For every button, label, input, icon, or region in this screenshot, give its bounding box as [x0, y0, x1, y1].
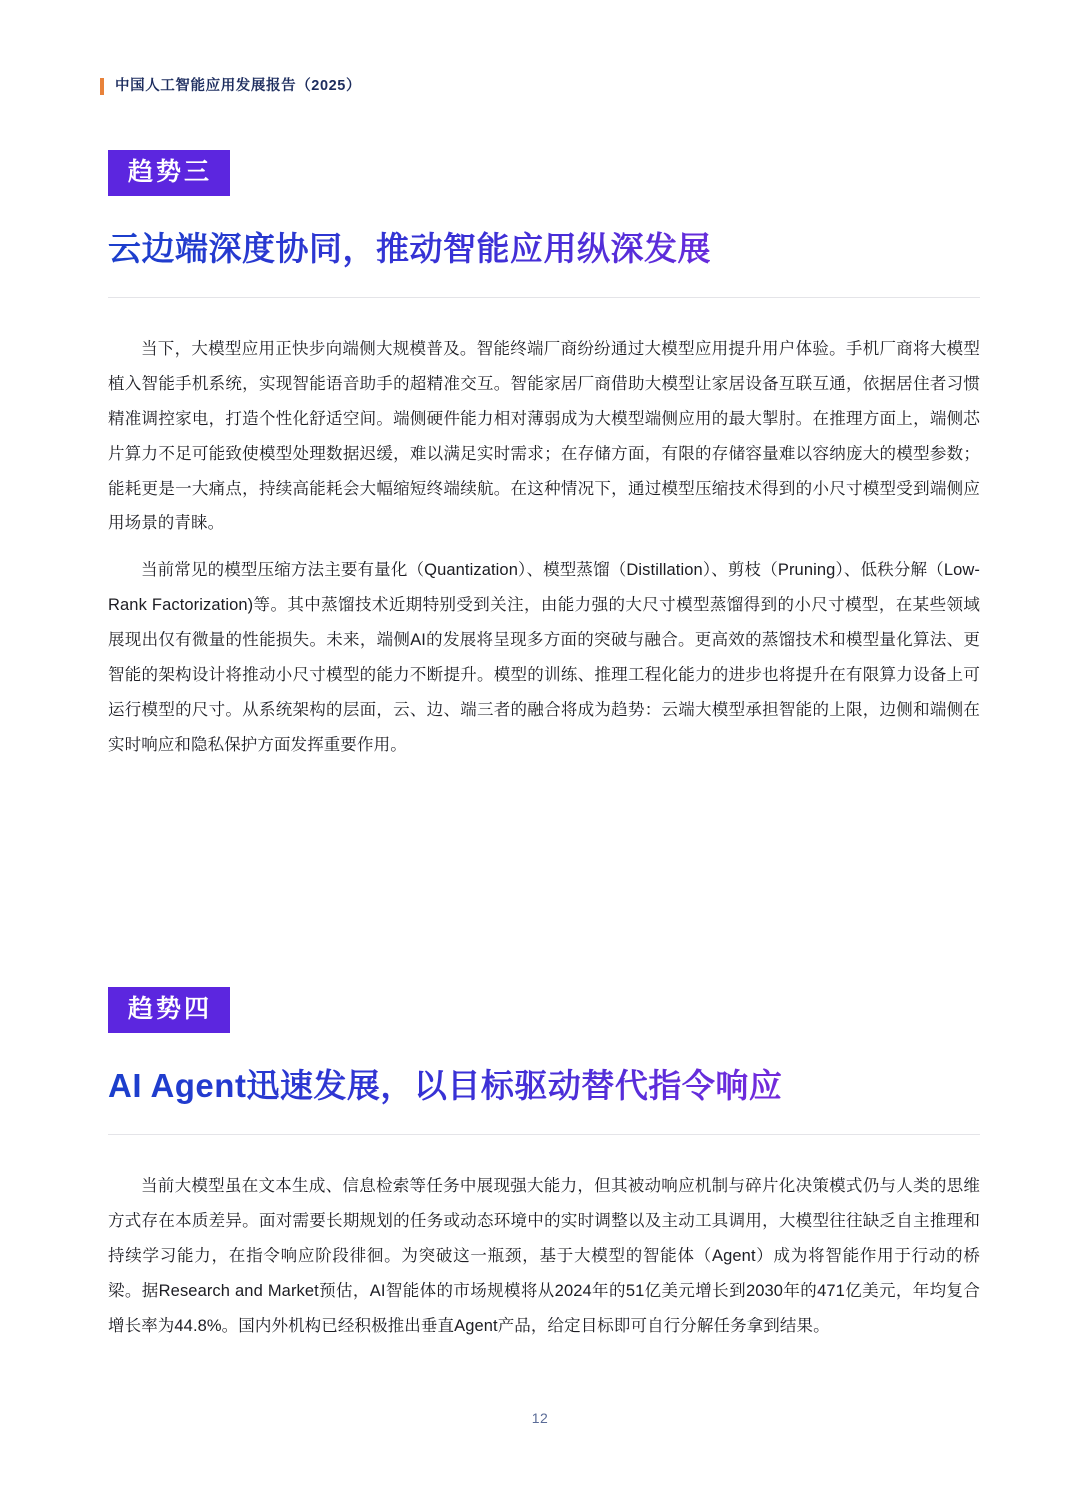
section-spacer	[108, 775, 980, 987]
page-number: 12	[531, 1410, 549, 1426]
section-title-trend-three: 云边端深度协同，推动智能应用纵深发展	[108, 228, 980, 269]
header-accent-bar-icon	[100, 78, 104, 95]
section-divider-trend-three	[108, 297, 980, 298]
section-trend-three	[108, 150, 980, 763]
running-header	[100, 78, 361, 95]
running-header-title: 中国人工智能应用发展报告（2025）	[115, 78, 362, 95]
section-badge-trend-three: 趋势三	[108, 150, 230, 196]
document-content	[108, 150, 980, 1356]
paragraph: 当下，大模型应用正快步向端侧大规模普及。智能终端厂商纷纷通过大模型应用提升用户体验。手机厂商将大模型植入智能手机系统，实现智能语音助手的超精准交互。智能家居厂商借助大模型让家居设备互联互通，依据居住者习惯精准调控家电，打造个性化舒适空间。端侧硬件能力相对薄弱成为大模型端侧应用的最大掣肘。在推理方面上，端侧芯片算力不足可能致使模型处理数据迟缓，难以满足实时需求；在存储方面，有限的存储容量难以容纳庞大的模型参数；能耗更是一大痛点，持续高能耗会大幅缩短终端续航。在这种情况下，通过模型压缩技术得到的小尺寸模型受到端侧应用场景的青睐。	[108, 339, 980, 533]
section-badge-trend-four: 趋势四	[108, 987, 230, 1033]
section-body-trend-four	[108, 1169, 980, 1344]
paragraph: 当前常见的模型压缩方法主要有量化（Quantization）、模型蒸馏（Distillation）、剪枝（Pruning）、低秩分解（Low-Rank Factorization)等。其中蒸馏技术近期特别受到关注，由能力强的大尺寸模型蒸馏得到的小尺寸模型，在某些领域展现出仅有微量的性能损失。未来，端侧AI的发展将呈现多方面的突破与融合。更高效的蒸馏技术和模型量化算法、更智能的架构设计将推动小尺寸模型的能力不断提升。模型的训练、推理工程化能力的进步也将提升在有限算力设备上可运行模型的尺寸。从系统架构的层面，云、边、端三者的融合将成为趋势：云端大模型承担智能的上限，边侧和端侧在实时响应和隐私保护方面发挥重要作用。	[108, 561, 980, 755]
section-divider-trend-four	[108, 1134, 980, 1135]
section-body-trend-three	[108, 332, 980, 764]
paragraph: 当前大模型虽在文本生成、信息检索等任务中展现强大能力，但其被动响应机制与碎片化决策模式仍与人类的思维方式存在本质差异。面对需要长期规划的任务或动态环境中的实时调整以及主动工具调用，大模型往往缺乏自主推理和持续学习能力，在指令响应阶段徘徊。为突破这一瓶颈，基于大模型的智能体（Agent）成为将智能作用于行动的桥梁。据Research and Market预估，AI智能体的市场规模将从2024年的51亿美元增长到2030年的471亿美元，年均复合增长率为44.8%。国内外机构已经积极推出垂直Agent产品，给定目标即可自行分解任务拿到结果。	[108, 1176, 980, 1335]
section-title-trend-four: AI Agent迅速发展，以目标驱动替代指令响应	[108, 1065, 980, 1106]
section-trend-four	[108, 987, 980, 1343]
